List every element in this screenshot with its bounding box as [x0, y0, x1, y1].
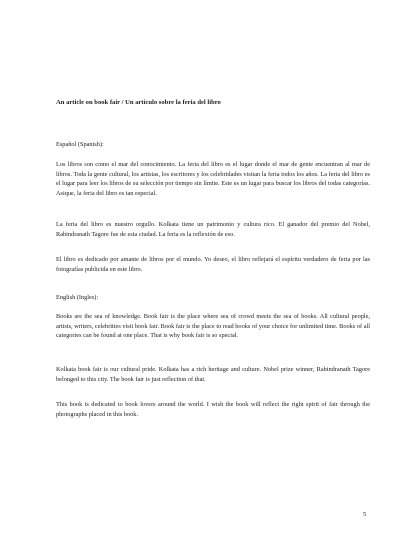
english-paragraph-1: Books are the sea of knowledge. Book fair is the place where sea of crowd meets the sea of books. All cultural people, artists, writers, celebrities visit book fair. Book fair is the place to read books of your choice for unlimited time. Books of all categories can be found at one place. That is why book fair is so special. [56, 313, 370, 339]
spanish-heading: Español (Spanish): [56, 141, 104, 148]
article-title: An article on book fair / Un artículo sobre la feria del libro [56, 99, 221, 106]
spanish-paragraph-1: Los libros son como el mar del conocimiento. La feria del libro es el lugar donde el mar de gente encuentran al mar de libros. Toda la gente cultural, los artistas, los escritores y los celebridades visitan la feria todos los años. La feria del libro es el lugar para leer los libros de su selección por tiempo sin límite. Este es un lugar para buscar los libros del todas categorías. Asique, la feria del libro es tan especial. [56, 161, 370, 197]
page-number: 5 [363, 511, 367, 518]
english-paragraph-2: Kolkata book fair is our cultural pride. Kolkata has a rich heritage and culture. Nobel prize winner, Rabindranath Tagore belonged to this city. The book fair is just reflection of that. [56, 366, 370, 383]
english-paragraph-3: This book is dedicated to book lovers around the world. I wish the book will reflect the right spirit of fair through the photographs placed in this book. [56, 401, 370, 418]
english-heading: English (Ingles): [56, 294, 99, 301]
spanish-paragraph-3: El libro es dedicado por amante de libros por el mundo. Yo deseo, el libro reflejará el espíritu verdadero de feria por las fotografías publicida en este libro. [56, 256, 370, 273]
spanish-paragraph-2: La feria del libro es nuestro orgullo. Kolkata tiene un patrimonio y cultura rico. El ganador del premio del Nobel, Rabindranath Tagore fue de esta ciudad. La feria es la reflexión de eso. [56, 221, 370, 238]
